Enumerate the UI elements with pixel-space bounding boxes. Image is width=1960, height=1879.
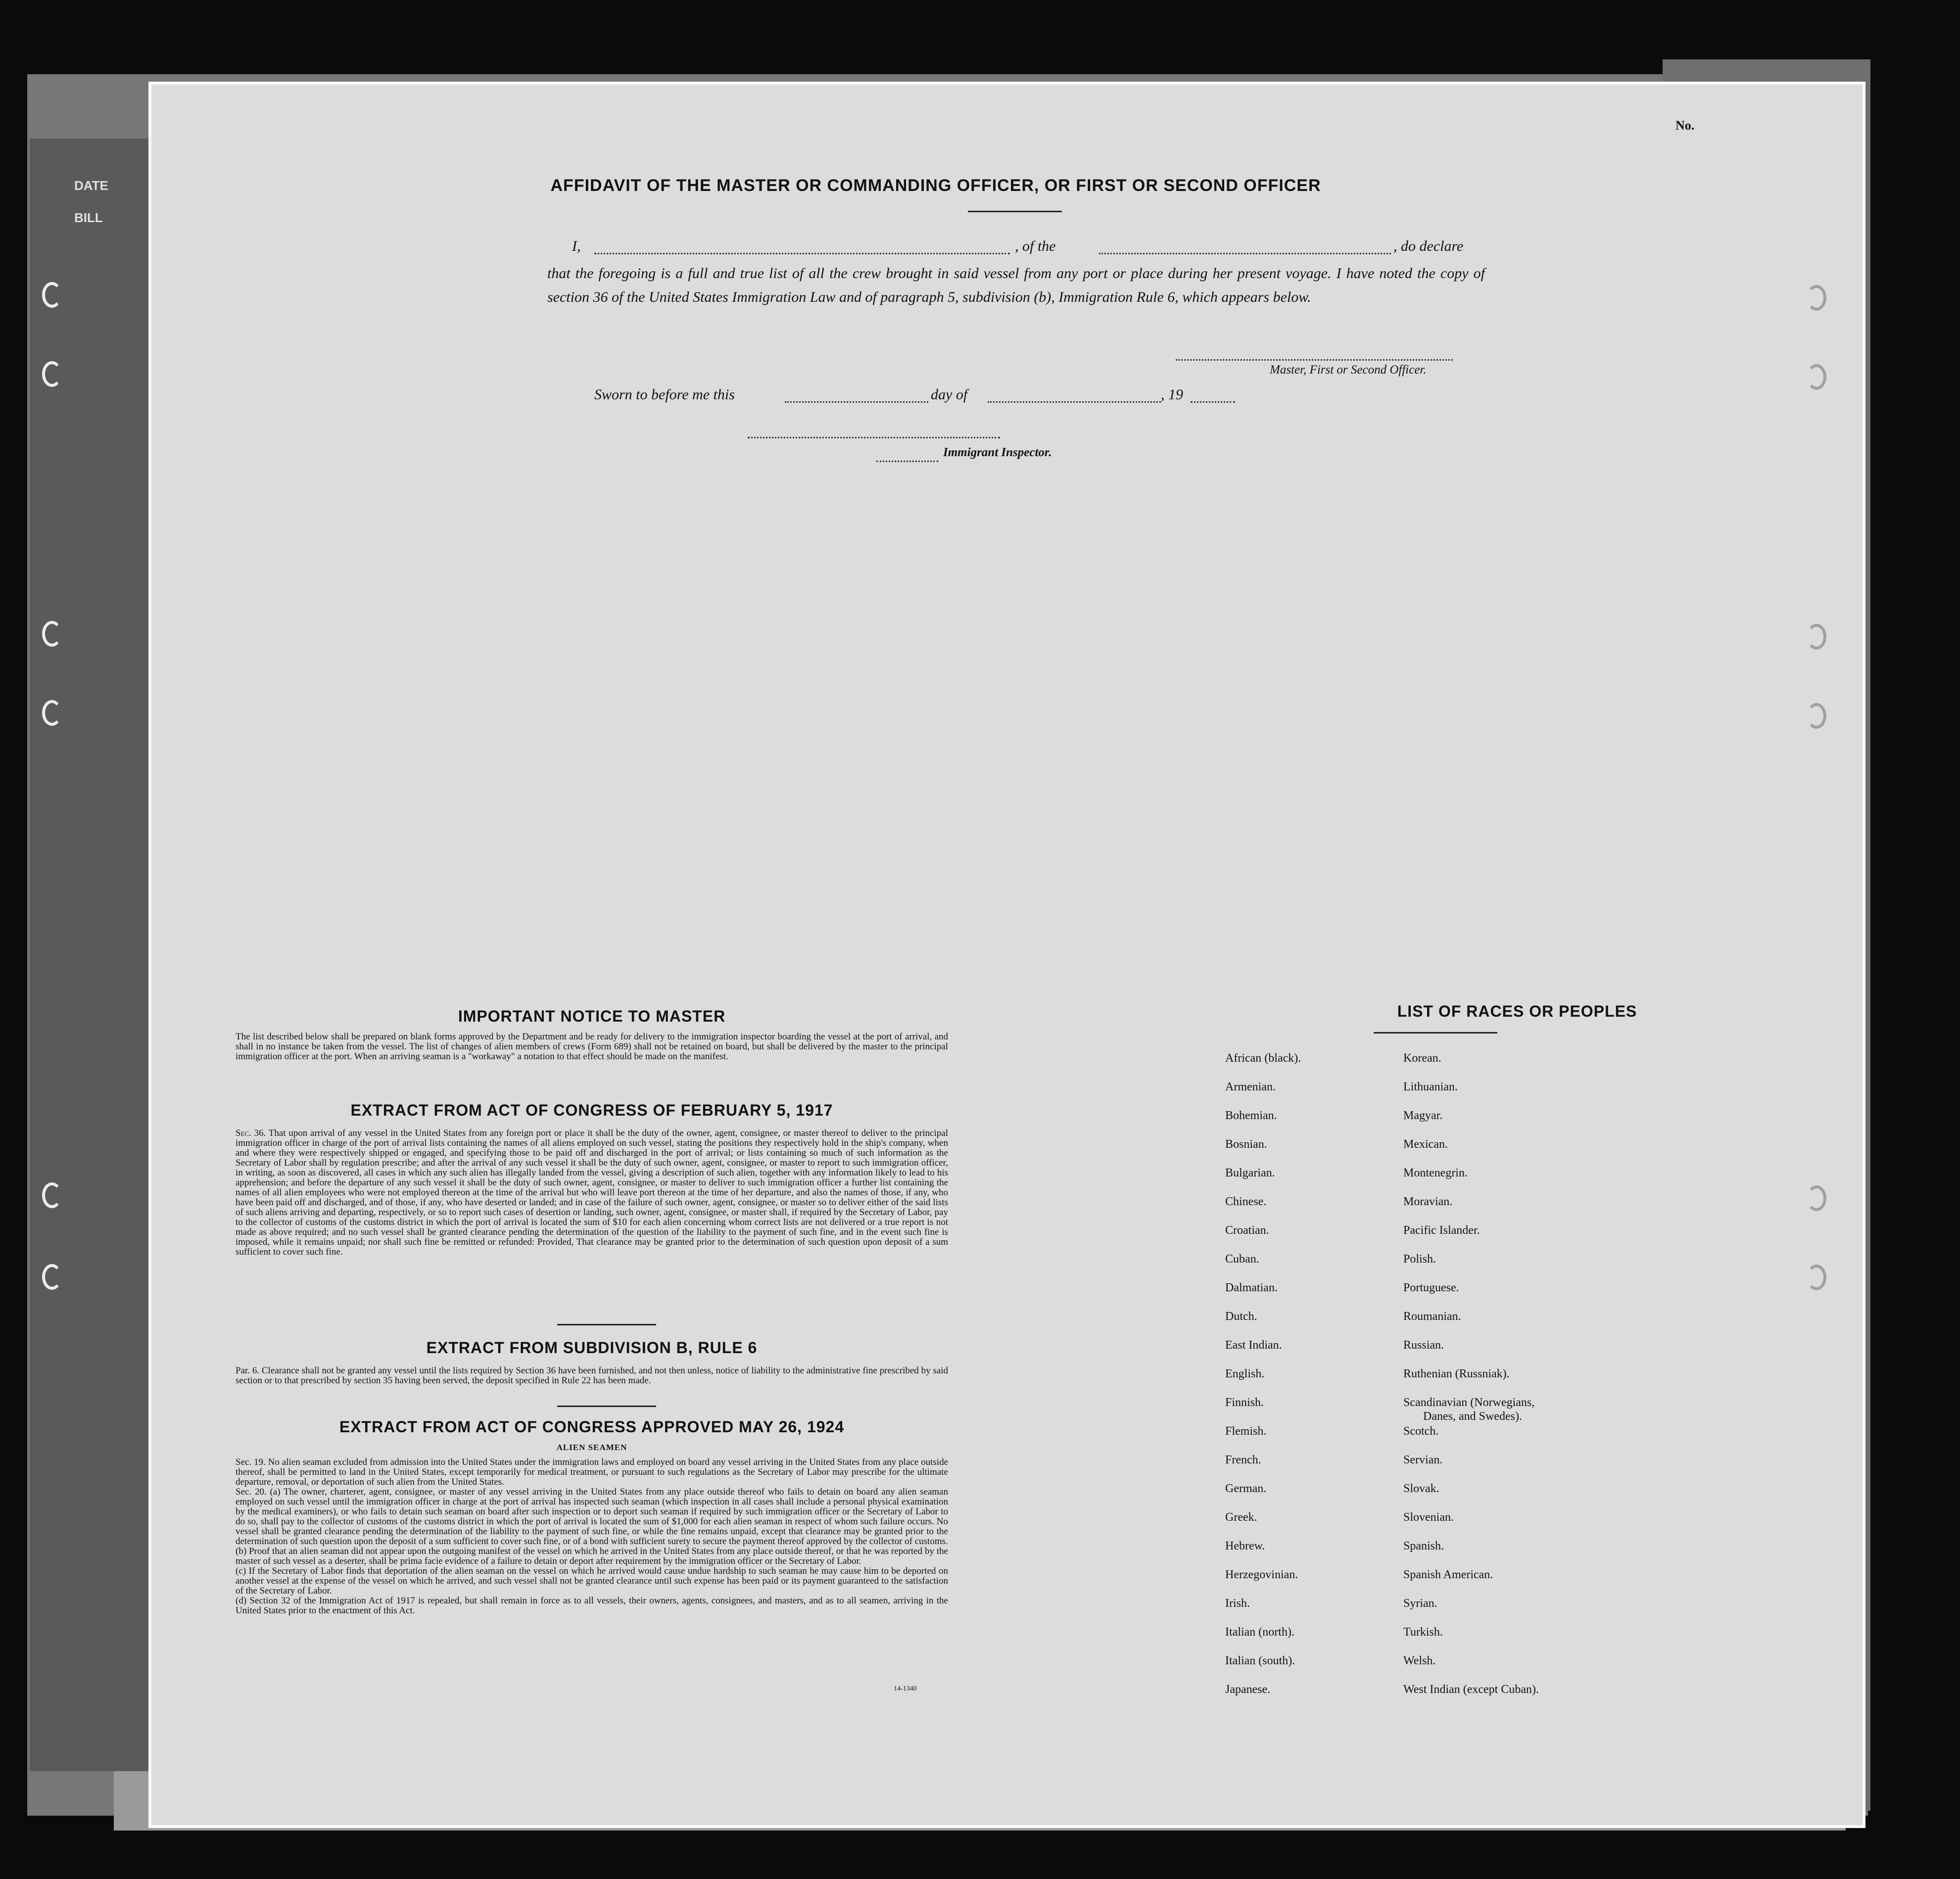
- punch-hole: [1807, 1185, 1826, 1211]
- race-entry: Korean.: [1403, 1052, 1441, 1065]
- race-entry: Irish.: [1225, 1597, 1250, 1610]
- affidavit-vessel-prefix: , of the: [1015, 238, 1056, 254]
- extract-rule6-title: EXTRACT FROM SUBDIVISION B, RULE 6: [426, 1339, 758, 1357]
- race-entry: Slovak.: [1403, 1482, 1439, 1495]
- race-entry: Chinese.: [1225, 1195, 1267, 1208]
- race-entry: Lithuanian.: [1403, 1080, 1458, 1093]
- race-entry: Welsh.: [1403, 1654, 1436, 1667]
- punch-hole: [42, 1182, 62, 1208]
- race-entry: Roumanian.: [1403, 1310, 1461, 1323]
- race-entry: Spanish.: [1403, 1540, 1444, 1552]
- punch-hole: [1807, 285, 1826, 311]
- inspector-signature-lead: [876, 461, 938, 462]
- race-entry: Spanish American.: [1403, 1568, 1493, 1581]
- race-entry: Finnish.: [1225, 1396, 1264, 1409]
- sworn-day-field[interactable]: [785, 401, 928, 403]
- race-entry: German.: [1225, 1482, 1267, 1495]
- notice-title: IMPORTANT NOTICE TO MASTER: [458, 1007, 726, 1025]
- extract-1924-paragraph: (d) Section 32 of the Immigration Act of 1917 is repealed, but shall remain in force as to all vessels, their owners, agents, consignees, and masters, and as to all seamen, arriving in the United States prior to the enactment of this Act.: [236, 1596, 948, 1616]
- master-signature-label: Master, First or Second Officer.: [1270, 363, 1427, 376]
- manifest-sheet: [148, 82, 1865, 1828]
- vessel-name-field[interactable]: [1099, 253, 1391, 254]
- sworn-day-label: day of: [931, 386, 968, 403]
- race-entry: African (black).: [1225, 1052, 1301, 1065]
- races-title: LIST OF RACES OR PEOPLES: [1397, 1002, 1637, 1020]
- race-entry: Bosnian.: [1225, 1138, 1267, 1151]
- race-entry: Moravian.: [1403, 1195, 1453, 1208]
- extract-1924-paragraph: (c) If the Secretary of Labor finds that deportation of the alien seaman on the vessel on which he arrived would cause undue hardship to such seaman he may cause him to be deported on another vessel at the expense of the vessel on which he arrived, and such vessel shall not be granted clearance until such expense has been paid or its payment guaranteed to the satisfaction of the Secretary of Labor.: [236, 1566, 948, 1596]
- race-entry: Mexican.: [1403, 1138, 1448, 1151]
- race-entry: Greek.: [1225, 1511, 1257, 1524]
- page-number: No.: [1675, 118, 1695, 133]
- punch-hole: [42, 282, 62, 308]
- race-entry: English.: [1225, 1367, 1265, 1380]
- race-entry: East Indian.: [1225, 1339, 1282, 1352]
- race-entry: Scandinavian (Norwegians,: [1403, 1396, 1535, 1409]
- margin-label-date: DATE: [74, 178, 108, 193]
- affidavit-title: AFFIDAVIT OF THE MASTER OR COMMANDING OFFICER, OR FIRST OR SECOND OFFICER: [550, 176, 1321, 195]
- race-entry: Montenegrin.: [1403, 1167, 1468, 1179]
- extract-rule6-body: Par. 6. Clearance shall not be granted any vessel until the lists required by Section 36 have been furnished, and not then unless, notice of liability to the administrative fine prescribed by said section or to that prescribed by section 35 having been served, the deposit specified in Rule 22 has been made.: [236, 1365, 948, 1386]
- race-entry: Bohemian.: [1225, 1109, 1277, 1122]
- race-entry: Hebrew.: [1225, 1540, 1265, 1552]
- race-entry: Italian (north).: [1225, 1626, 1294, 1639]
- race-entry: Herzegovinian.: [1225, 1568, 1298, 1581]
- punch-hole: [1807, 1265, 1826, 1290]
- affidavit-body: that the foregoing is a full and true list of all the crew brought in said vessel from any port or place during her present voyage. I have noted the copy of section 36 of the United States Immigration Law and of paragraph 5, subdivision (b), Immigration Rule 6, which appears below.: [547, 265, 1485, 305]
- race-entry: Flemish.: [1225, 1425, 1267, 1438]
- extract-1924-body: [236, 1457, 948, 1616]
- race-entry: Danes, and Swedes).: [1423, 1410, 1522, 1423]
- punch-hole: [42, 361, 62, 387]
- race-entry: Ruthenian (Russniak).: [1403, 1367, 1510, 1380]
- inspector-signature-field[interactable]: [748, 437, 1000, 438]
- race-entry: Bulgarian.: [1225, 1167, 1275, 1179]
- declarant-name-field[interactable]: [594, 253, 1010, 254]
- race-entry: Dutch.: [1225, 1310, 1257, 1323]
- extract-1917-text: That upon arrival of any vessel in the United States from any foreign port or place it shall be the duty of the owner, agent, consignee, or master thereof to deliver to the principal immigration officer in charge of the port of arrival lists containing the names of all aliens employed on such vessel, stating the positions they respectively hold in the ship's company, when and where they were respectively shipped or engaged, and specifying those to be paid off and discharged in the port of arrival; or lists containing so much of such information as the Secretary of Labor shall by regulation prescribe; and after the arrival of any such vessel it shall be the duty of such owner, agent, consignee, or master to report to such immigration officer, in writing, as soon as discovered, all cases in which any such alien has illegally landed from the vessel, giving a description of such alien, together with any information likely to lead to his apprehension; and before the departure of any such vessel it shall be the duty of such owner, agent, consignee, or master to deliver to such immigration officer a further list containing the names of all alien employees who were not employed thereon at the time of the arrival but who will leave port thereon at the time of her departure, and also the names of those, if any, who have been paid off and discharged, and of those, if any, who have deserted or landed; and in case of the failure of such owner, agent, consignee, or master so to deliver either of the said lists of such aliens arriving and departing, respectively, or so to report such cases of desertion or landing, such owner, agent, consignee, or master shall, if required by the Secretary of Labor, pay to the collector of customs of the customs district in which the port of arrival is located the sum of $10 for each alien concerning whom correct lists are not delivered or a true report is not made as above required; and no such vessel shall be granted clearance pending the determination of the question of the liability to the payment of such fine, and in the event such fine is imposed, while it remains unpaid; nor shall such fine be remitted or refunded: Provided, That clearance may be granted prior to the determination of such question upon deposit of a sum sufficient to cover such fine.: [236, 1128, 948, 1257]
- extract-1924-paragraph: Sec. 20. (a) The owner, charterer, agent, consignee, or master of any vessel arriving in the United States from any place outside thereof who fails to detain on board any alien seaman employed on such vessel until the immigration officer in charge at the port of arrival has inspected such seaman (which inspection in all cases shall include a personal physical examination by the medical examiners), or who fails to detain such seaman on board after such inspection or to deport such seaman if required by such immigration officer or the Secretary of Labor to do so, shall pay to the collector of customs of the customs district in which the port of arrival is located the sum of $1,000 for each alien seaman in respect of whom such failure occurs. No vessel shall be granted clearance pending the determination of the liability to the payment of such fine, or while the fine remains unpaid, except that clearance may be granted prior to the determination of such question upon the deposit of a sum sufficient to cover such fine, or of a bond with sufficient surety to secure the payment thereof approved by the collector of customs.: [236, 1487, 948, 1547]
- extract-1917-section: Sec. 36.: [236, 1128, 266, 1138]
- sworn-year-field[interactable]: [1191, 401, 1235, 403]
- punch-hole: [42, 1264, 62, 1290]
- extract-1924-paragraph: Sec. 19. No alien seaman excluded from admission into the United States under the immigration laws and employed on board any vessel arriving in the United States from any place outside thereof, shall be permitted to land in the United States, except temporarily for medical treatment, or pursuant to such regulations as the Secretary of Labor may prescribe for the ultimate departure, removal, or deportation of such alien from the United States.: [236, 1457, 948, 1487]
- extract-1924-title: EXTRACT FROM ACT OF CONGRESS APPROVED MAY 26, 1924: [339, 1418, 845, 1436]
- race-entry: West Indian (except Cuban).: [1403, 1683, 1539, 1696]
- race-entry: Servian.: [1403, 1454, 1443, 1466]
- race-entry: Magyar.: [1403, 1109, 1443, 1122]
- extract-1924-paragraph: (b) Proof that an alien seaman did not appear upon the outgoing manifest of the vessel on which he arrived in the United States from any place outside thereof, or that he was reported by the master of such vessel as a deserter, shall be prima facie evidence of a failure to detain or deport after requirement by the immigration officer or the Secretary of Labor.: [236, 1546, 948, 1566]
- race-entry: Polish.: [1403, 1253, 1436, 1266]
- punch-hole: [1807, 624, 1826, 650]
- sworn-month-field[interactable]: [988, 401, 1161, 403]
- extract-1917-body: [236, 1128, 948, 1257]
- race-entry: Slovenian.: [1403, 1511, 1454, 1524]
- race-entry: Scotch.: [1403, 1425, 1439, 1438]
- title-rule: [968, 211, 1062, 212]
- race-entry: Cuban.: [1225, 1253, 1259, 1266]
- race-entry: French.: [1225, 1454, 1261, 1466]
- affidavit-declarant-prefix: I,: [572, 238, 581, 254]
- race-entry: Japanese.: [1225, 1683, 1271, 1696]
- sworn-year-label: , 19: [1161, 386, 1183, 403]
- sworn-prefix: Sworn to before me this: [594, 386, 735, 403]
- race-entry: Syrian.: [1403, 1597, 1437, 1610]
- punch-hole: [42, 700, 62, 726]
- race-entry: Croatian.: [1225, 1224, 1269, 1237]
- race-entry: Russian.: [1403, 1339, 1444, 1352]
- section-rule: [557, 1324, 656, 1325]
- punch-hole: [1807, 703, 1826, 729]
- notice-body: The list described below shall be prepared on blank forms approved by the Department and be ready for delivery to the immigration inspector boarding the vessel at the port of arrival, and shall in no instance be taken from the vessel. The list of changes of alien members of crews (Form 689) shall not be retained on board, but shall be delivered by the master to the principal immigration officer at the port. When an arriving seaman is a "workaway" a notation to that effect should be made on the manifest.: [236, 1032, 948, 1062]
- race-entry: Turkish.: [1403, 1626, 1443, 1639]
- section-rule: [557, 1406, 656, 1407]
- race-entry: Pacific Islander.: [1403, 1224, 1480, 1237]
- races-title-rule: [1374, 1032, 1497, 1033]
- extract-1924-subtitle: ALIEN SEAMEN: [556, 1443, 627, 1452]
- master-signature-field[interactable]: [1176, 359, 1453, 361]
- inspector-label: Immigrant Inspector.: [943, 446, 1052, 459]
- race-entry: Dalmatian.: [1225, 1281, 1278, 1294]
- margin-label-bill: BILL: [74, 210, 103, 225]
- punch-hole: [1807, 364, 1826, 390]
- form-number: 14-1340: [894, 1685, 917, 1692]
- race-entry: Italian (south).: [1225, 1654, 1295, 1667]
- extract-1917-title: EXTRACT FROM ACT OF CONGRESS OF FEBRUARY 5, 1917: [350, 1101, 833, 1119]
- race-entry: Armenian.: [1225, 1080, 1276, 1093]
- punch-hole: [42, 621, 62, 647]
- race-entry: Portuguese.: [1403, 1281, 1459, 1294]
- affidavit-declare: , do declare: [1393, 238, 1464, 254]
